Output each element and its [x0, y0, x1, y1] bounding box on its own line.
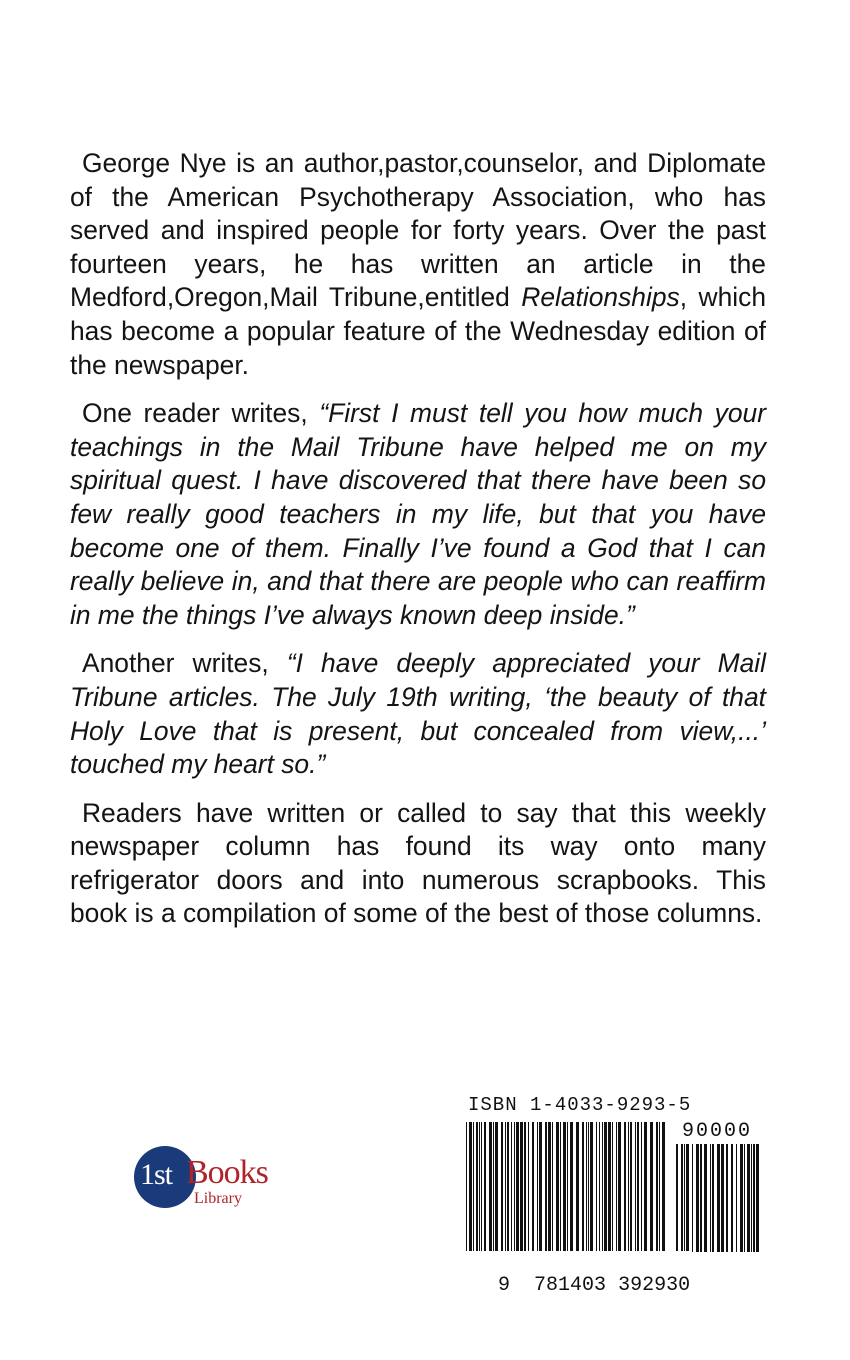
- barcode-bar: [505, 1122, 506, 1252]
- barcode-bar: [604, 1122, 607, 1252]
- barcode-bar: [726, 1144, 728, 1252]
- barcode-bar: [466, 1122, 467, 1264]
- barcode-bar: [516, 1122, 519, 1252]
- barcode-bar: [656, 1122, 658, 1252]
- body-text: Readers have written or called to say that this weekly newspaper column has found its way onto many refrigerator doors and into numerous scrapbooks. This book is a compilation of some of the best of those columns.: [70, 797, 766, 929]
- barcode-bar: [586, 1122, 587, 1252]
- price-addon-label: 90000: [682, 1120, 753, 1143]
- barcode-bar: [628, 1122, 629, 1252]
- barcode-bar: [721, 1144, 724, 1252]
- ean-barcode-bars: [464, 1122, 668, 1264]
- body-text: George Nye is an author,pastor,counselor, and Diplomate of the American Psychotherapy Association, who has served and inspired people for forty years. Over the past fourteen years, he has written an article in the Medford,Oregon,Mail Tribune,entitled: [70, 148, 766, 313]
- barcode-bar: [608, 1122, 611, 1252]
- barcode-bar: [479, 1122, 480, 1252]
- addon-barcode-bars: [674, 1144, 762, 1264]
- barcode-bar: [582, 1122, 584, 1252]
- barcode-bar: [495, 1122, 498, 1252]
- barcode-bar: [616, 1122, 617, 1252]
- barcode-bar: [590, 1122, 593, 1252]
- barcode-bar: [563, 1122, 566, 1252]
- barcode-bar: [637, 1122, 639, 1252]
- barcode-bar: [560, 1122, 561, 1252]
- barcode-bar: [484, 1122, 486, 1252]
- barcode-bar: [635, 1122, 636, 1252]
- barcode-bar: [662, 1122, 665, 1252]
- barcode-bar: [710, 1144, 711, 1252]
- barcode-bar: [507, 1122, 509, 1252]
- barcode-bar: [650, 1122, 653, 1252]
- barcode-bar: [489, 1122, 492, 1252]
- barcode-bar: [744, 1144, 745, 1252]
- barcode-bar: [602, 1122, 603, 1252]
- barcode-bar: [528, 1122, 529, 1252]
- barcode-bar: [532, 1122, 534, 1252]
- barcode-bar: [753, 1144, 755, 1252]
- quoted-text: Relationships: [521, 282, 680, 313]
- barcode-bar: [751, 1144, 752, 1252]
- barcode-bar: [692, 1144, 693, 1252]
- barcode-bar: [624, 1122, 626, 1252]
- barcode-bar: [731, 1144, 733, 1252]
- logo-numeral: 1st: [140, 1158, 173, 1191]
- barcode-bar: [469, 1122, 472, 1264]
- quoted-text: “I have deeply appreciated your Mail Tribune articles. The July 19th writing, ‘the beauty of that Holy Love that is present, but concealed from view,...’ touched my heart so.”: [70, 648, 767, 780]
- barcode-bar: [736, 1144, 737, 1252]
- barcode-bar: [681, 1144, 683, 1252]
- barcode-bar: [511, 1122, 512, 1252]
- paragraph-3: [70, 647, 766, 781]
- barcode-bar: [570, 1122, 573, 1264]
- barcode-bar: [712, 1144, 714, 1252]
- barcode-bar: [514, 1122, 515, 1252]
- paragraph-1: [70, 147, 766, 382]
- barcode-bar: [493, 1122, 494, 1252]
- barcode-bar: [684, 1144, 685, 1252]
- barcode-bar: [537, 1122, 538, 1252]
- logo-wordmark: Books: [186, 1154, 268, 1191]
- back-cover-text: [70, 147, 766, 946]
- barcode-bar: [576, 1122, 579, 1264]
- barcode-bar: [700, 1144, 702, 1252]
- barcode-bar: [481, 1122, 482, 1252]
- body-text: Another writes,: [82, 648, 287, 679]
- barcode-bar: [644, 1122, 647, 1252]
- barcode-bar: [659, 1122, 660, 1252]
- barcode-bar: [676, 1144, 678, 1252]
- barcode-bar: [476, 1122, 478, 1252]
- barcode-bar: [717, 1144, 720, 1252]
- barcode-lead-digit: 9: [498, 1274, 511, 1297]
- barcode-bar: [501, 1122, 503, 1252]
- barcode-bar: [641, 1122, 642, 1252]
- barcode-bar: [696, 1144, 699, 1252]
- barcode-bar: [740, 1144, 743, 1252]
- publisher-logo: [134, 1146, 294, 1216]
- body-text: One reader writes,: [82, 398, 320, 429]
- barcode-bar: [618, 1122, 621, 1252]
- barcode-bar: [599, 1122, 600, 1252]
- barcode-bar: [552, 1122, 553, 1252]
- isbn-label: ISBN 1-4033-9293-5: [468, 1094, 692, 1116]
- isbn-barcode: [450, 1092, 780, 1297]
- barcode-right-digits: 392930: [618, 1274, 691, 1297]
- barcode-bar: [473, 1122, 474, 1252]
- barcode-bar: [548, 1122, 551, 1252]
- barcode-left-digits: 781403: [534, 1274, 607, 1297]
- barcode-bar: [520, 1122, 523, 1252]
- body-text: , which has become a popular feature of the Wednesday edition of the newspaper.: [70, 282, 766, 380]
- barcode-bar: [756, 1144, 759, 1252]
- barcode-bar: [612, 1122, 613, 1252]
- barcode-bar: [686, 1144, 689, 1252]
- barcode-bar: [556, 1122, 559, 1252]
- barcode-bar: [539, 1122, 542, 1252]
- barcode-bar: [630, 1122, 632, 1252]
- barcode-bar: [567, 1122, 568, 1252]
- barcode-bar: [545, 1122, 547, 1252]
- barcode-bar: [747, 1144, 750, 1252]
- barcode-bar: [588, 1122, 589, 1252]
- barcode-bar: [704, 1144, 707, 1252]
- barcode-digits: [450, 1251, 690, 1320]
- paragraph-4: [70, 797, 766, 931]
- barcode-bar: [524, 1122, 526, 1252]
- quoted-text: “First I must tell you how much your teachings in the Mail Tribune have helped me on my spiritual quest. I have discovered that there have been so few really good teachers in my life, but that you have become one of them. Finally I’ve found a God that I can really believe in, and that there are people who can reaffirm in me the things I’ve always known deep inside.”: [70, 398, 766, 630]
- paragraph-2: [70, 397, 766, 632]
- logo-subtitle: Library: [194, 1190, 242, 1207]
- barcode-bar: [596, 1122, 597, 1252]
